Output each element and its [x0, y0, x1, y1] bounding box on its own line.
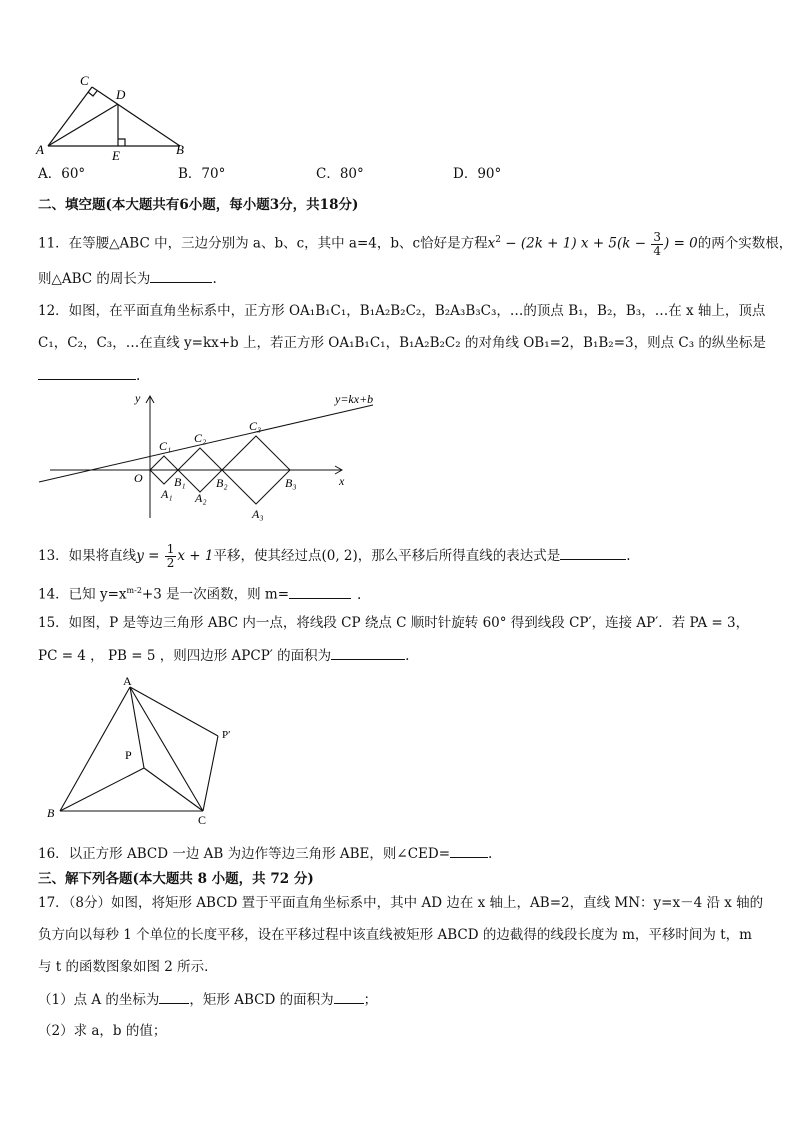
q17-sub1-a: （1）点 A 的坐标为	[38, 992, 160, 1008]
q14-sup: m-2	[126, 586, 142, 595]
q12-point-a1: A₁	[161, 487, 173, 501]
q10-label-b: B	[176, 142, 184, 157]
q13-eq: =	[143, 548, 164, 564]
q10-triangle-figure	[30, 70, 200, 162]
q11-line2-text: 则△ABC 的周长为	[38, 271, 151, 287]
q12-point-b2: B₂	[216, 476, 228, 490]
q11-eq-b: − (2k + 1) x + 5(k −	[500, 235, 651, 252]
q12-point-c1: C₁	[159, 439, 172, 453]
q11-frac-den: 4	[653, 243, 662, 258]
q11-line2	[38, 268, 217, 289]
q12-point-c3: C₃	[249, 419, 262, 433]
q17-sub1-blank1[interactable]	[159, 989, 189, 1004]
q10-label-c: C	[80, 73, 89, 88]
q15-line2-text: PC = 4 ， PB = 5 ，则四边形 APCP′ 的面积为	[38, 648, 332, 664]
q12-axis-y-label: y	[135, 391, 141, 405]
q10-label-a: A	[36, 142, 44, 157]
q13-pre: 13．如果将直线	[38, 548, 137, 564]
q14-answer-blank[interactable]	[289, 584, 351, 599]
q12-point-c2: C₂	[194, 431, 207, 445]
q15-label-c: C	[198, 813, 207, 827]
q13-line	[38, 543, 631, 570]
q13-mid: 平移，使其经过点	[213, 548, 322, 564]
q13-post: ，那么平移后所得直线的表达式是	[357, 548, 561, 564]
q13-frac-num: 1	[166, 542, 175, 556]
q10-option-a: A．60°	[38, 166, 86, 182]
q11-answer-blank[interactable]	[150, 268, 212, 283]
q12-origin-label: O	[134, 471, 143, 485]
q10-label-d: D	[116, 87, 126, 102]
q10-label-e: E	[112, 148, 120, 162]
q14-line	[38, 581, 361, 605]
q14-pre: 14．已知 y=x	[38, 586, 127, 603]
q17-sub1-c: ；	[363, 992, 378, 1008]
q15-label-b: B	[47, 806, 55, 820]
q15-line2	[38, 645, 409, 666]
section3-heading: 三、解下列各题(本大题共 8 小题，共 72 分)	[38, 871, 314, 887]
q17-sub1-blank2[interactable]	[334, 989, 364, 1004]
q15-label-p: P	[125, 748, 132, 762]
q13-y: y	[136, 548, 144, 564]
q16-text: 16．以正方形 ABCD 一边 AB 为边作等边三角形 ABE，则∠CED=	[38, 846, 451, 862]
q12-end: .	[136, 368, 141, 384]
q16-end: .	[488, 846, 493, 862]
q17-line2: 负方向以每秒 1 个单位的长度平移，设在平移过程中该直线被矩形 ABCD 的边截得的线段长度为 m，平移时间为 t，m	[38, 927, 752, 943]
q11-fraction	[651, 231, 663, 258]
q12-axis-x-label: x	[339, 474, 345, 488]
q12-coordinate-figure	[35, 390, 395, 525]
q11-text-part1: 11．在等腰△ABC 中，三边分别为 a、b、c，其中 a=4，b、c恰好是方程	[38, 235, 488, 252]
q11-frac-num: 3	[653, 229, 662, 244]
q12-line3	[38, 365, 140, 386]
q13-fraction	[165, 543, 177, 570]
q11-end: .	[212, 271, 217, 287]
q11-eq-sup: 2	[495, 235, 501, 245]
q13-answer-blank[interactable]	[560, 545, 626, 560]
q11-eq-x: x	[487, 235, 496, 252]
q13-end: .	[626, 548, 631, 564]
q12-point-a3: A₃	[252, 507, 264, 521]
q15-label-p-prime: P′	[222, 729, 231, 741]
q15-line1: 15．如图，P 是等边三角形 ABC 内一点，将线段 CP 绕点 C 顺时针旋转 60° 得到线段 CP′，连接 AP′．若 PA = 3，	[38, 615, 750, 631]
q13-rest: x + 1	[177, 548, 214, 564]
q14-end: .	[357, 586, 362, 603]
q13-frac-den: 2	[166, 556, 175, 570]
q15-end: .	[405, 648, 410, 664]
q15-answer-blank[interactable]	[331, 645, 405, 660]
section2-heading: 二、填空题(本大题共有6小题，每小题3分，共18分)	[38, 197, 359, 213]
q12-line-label: y=kx+b	[335, 392, 374, 406]
q17-line1: 17．（8分）如图，将矩形 ABCD 置于平面直角坐标系中，其中 AD 边在 x 轴上，AB=2，直线 MN：y=x－4 沿 x 轴的	[38, 895, 764, 911]
q17-sub1-b: ，矩形 ABCD 的面积为	[189, 992, 334, 1008]
q12-line1: 12．如图，在平面直角坐标系中，正方形 OA₁B₁C₁，B₁A₂B₂C₂，B₂A₃B₃C₃，…的顶点 B₁，B₂，B₃，…在 x 轴上，顶点	[38, 303, 766, 319]
q12-answer-blank[interactable]	[38, 365, 136, 380]
q17-sub2: （2）求 a，b 的值；	[38, 1023, 167, 1039]
q14-mid: +3 是一次函数，则 m=	[141, 586, 290, 603]
q12-line2: C₁，C₂，C₃，…在直线 y=kx+b 上，若正方形 OA₁B₁C₁，B₁A₂B₂C₂ 的对角线 OB₁=2，B₁B₂=3，则点 C₃ 的纵坐标是	[38, 335, 766, 351]
q11-eq-c: ) = 0	[664, 235, 698, 252]
q12-point-b3: B₃	[285, 476, 297, 490]
q16-line	[38, 843, 492, 864]
q10-option-c: C．80°	[316, 166, 364, 182]
q16-answer-blank[interactable]	[450, 843, 488, 858]
q17-line3: 与 t 的函数图象如图 2 所示．	[38, 959, 218, 975]
q12-point-b1: B₁	[174, 475, 186, 489]
q17-sub1	[38, 989, 377, 1010]
q13-point: (0, 2)	[321, 548, 358, 564]
q15-label-a: A	[123, 674, 132, 688]
q10-option-b: B．70°	[178, 166, 226, 182]
q12-point-a2: A₂	[195, 491, 207, 505]
q11-line1	[38, 230, 792, 258]
q11-text-part2: 的两个实数根，	[697, 235, 793, 252]
q10-option-d: D．90°	[453, 166, 502, 182]
q15-triangle-figure	[40, 672, 250, 832]
